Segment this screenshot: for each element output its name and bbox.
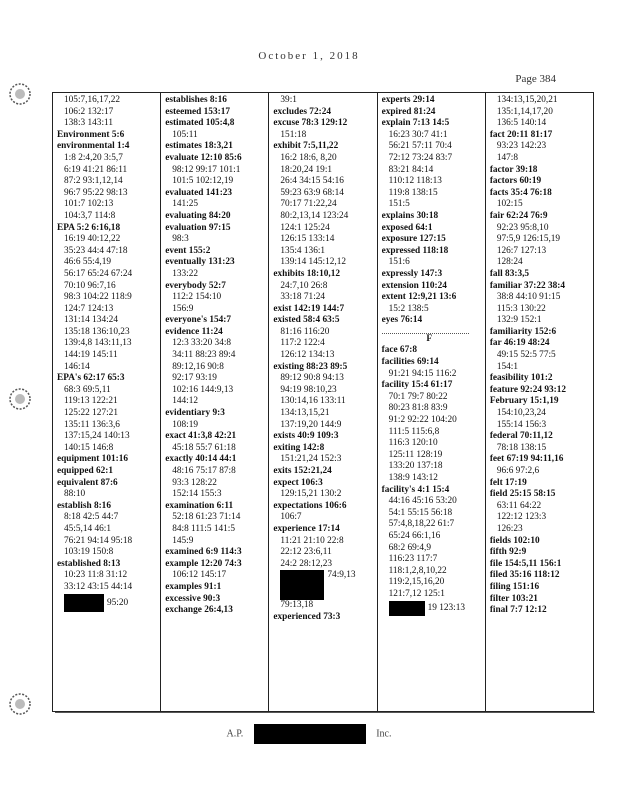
index-term: exposure 127:15 bbox=[381, 234, 446, 245]
index-page-refs: 26:4 34:15 54:16 bbox=[280, 176, 344, 187]
index-term: evaluated 141:23 bbox=[165, 187, 233, 198]
index-page-refs: 93:3 128:22 bbox=[172, 477, 217, 488]
index-term: experience 17:14 bbox=[273, 523, 340, 534]
index-page-refs: 152:14 155:3 bbox=[172, 489, 222, 500]
index-page-refs: 156:9 bbox=[172, 303, 194, 314]
index-page-refs: 56:17 65:24 67:24 bbox=[64, 268, 133, 279]
index-term: familiar 37:22 38:4 bbox=[489, 280, 566, 291]
index-page-refs: 33:18 71:24 bbox=[280, 292, 326, 303]
index-page-refs: 91:2 92:22 104:20 bbox=[388, 415, 457, 426]
index-term: expressly 147:3 bbox=[381, 268, 443, 279]
index-term: examination 6:11 bbox=[165, 500, 234, 511]
index-page-refs: 138:3 143:11 bbox=[64, 118, 113, 129]
index-term: existing 88:23 89:5 bbox=[273, 361, 348, 372]
index-page-refs: 70:17 71:22,24 bbox=[280, 199, 337, 210]
index-page-refs: 97:5,9 126:15,19 bbox=[496, 234, 561, 245]
index-page-refs: 88:10 bbox=[64, 489, 86, 500]
index-page-refs: 96:7 95:22 98:13 bbox=[64, 187, 128, 198]
index-page-refs: 122:12 123:3 bbox=[496, 512, 547, 523]
index-page-refs: 103:19 150:8 bbox=[64, 547, 114, 558]
index-page-refs: 136:5 140:14 bbox=[496, 118, 547, 129]
index-term: federal 70:11,12 bbox=[489, 431, 553, 442]
index-term: felt 17:19 bbox=[489, 477, 527, 488]
index-page-refs: 116:23 117:7 bbox=[388, 554, 438, 565]
index-page-refs: 39:1 bbox=[280, 95, 297, 105]
index-term: existed 58:4 63:5 bbox=[273, 315, 340, 326]
index-page-refs: 102:16 144:9,13 bbox=[172, 384, 234, 395]
index-page-refs: 59:23 63:9 68:14 bbox=[280, 187, 344, 198]
index-page-refs: 84:8 111:5 141:5 bbox=[172, 523, 236, 534]
index-page-refs: 145:9 bbox=[172, 535, 194, 546]
index-page-refs: 137:15,24 140:13 bbox=[64, 431, 130, 442]
index-page-refs: 151:21,24 152:3 bbox=[280, 454, 342, 465]
index-page-refs: 8:18 42:5 44:7 bbox=[64, 512, 119, 523]
index-page-refs: 56:21 57:11 70:4 bbox=[388, 141, 452, 152]
index-page-refs: 144:19 145:11 bbox=[64, 350, 118, 361]
index-page-refs: 48:16 75:17 87:8 bbox=[172, 466, 236, 476]
index-term: EPA's 62:17 65:3 bbox=[57, 373, 125, 384]
index-term: established 8:13 bbox=[57, 558, 121, 569]
index-term: facilities 69:14 bbox=[381, 357, 439, 368]
footer-rule bbox=[55, 712, 595, 713]
index-term: establishes 8:16 bbox=[165, 95, 227, 105]
index-term: exposed 64:1 bbox=[381, 222, 433, 233]
transcript-date-header: October 1, 2018 bbox=[258, 50, 360, 62]
index-page-refs: 6:19 41:21 86:11 bbox=[64, 164, 128, 175]
index-term: expired 81:24 bbox=[381, 106, 436, 117]
index-page-refs: 131:14 134:24 bbox=[64, 315, 118, 326]
index-page-refs: 116:3 120:10 bbox=[388, 438, 438, 449]
index-page-refs: 101:5 102:12,19 bbox=[172, 176, 234, 187]
index-page-refs: 45:18 55:7 61:18 bbox=[172, 442, 236, 453]
index-column bbox=[486, 93, 593, 711]
index-page-refs: 141:25 bbox=[172, 199, 199, 210]
index-page-refs: 126:15 133:14 bbox=[280, 234, 335, 245]
index-page-refs: 11:21 21:10 22:8 bbox=[280, 535, 344, 546]
index-page-refs: 33:12 43:15 44:14 bbox=[64, 581, 133, 592]
index-term: EPA 5:2 6:16,18 bbox=[57, 222, 121, 233]
footer-company-suffix: Inc. bbox=[376, 728, 392, 740]
binder-hole-icon bbox=[6, 690, 34, 718]
index-term: environmental 1:4 bbox=[57, 141, 130, 152]
index-term: feature 92:24 93:12 bbox=[489, 384, 567, 395]
index-page-refs: 133:20 137:18 bbox=[388, 461, 443, 472]
index-term: exact 41:3,8 42:21 bbox=[165, 431, 237, 442]
index-term: evidentiary 9:3 bbox=[165, 408, 225, 419]
index-page-refs: 92:23 95:8,10 bbox=[496, 222, 549, 233]
index-term: facility 15:4 61:17 bbox=[381, 380, 453, 391]
index-term: experts 29:14 bbox=[381, 95, 435, 105]
index-term: expectations 106:6 bbox=[273, 500, 347, 511]
index-page-refs: 76:21 94:14 95:18 bbox=[64, 535, 133, 546]
index-page-refs: 154:1 bbox=[496, 361, 518, 372]
index-term: file 154:5,11 156:1 bbox=[489, 558, 562, 569]
index-page-refs: 137:19,20 144:9 bbox=[280, 419, 342, 430]
index-page-refs: 16:2 18:6, 8,20 bbox=[280, 152, 337, 163]
index-page-refs: 108:19 bbox=[172, 419, 199, 430]
index-term: explain 7:13 14:5 bbox=[381, 118, 450, 129]
index-page-refs bbox=[382, 601, 485, 616]
index-term: evidence 11:24 bbox=[165, 326, 223, 337]
index-page-refs: 151:6 bbox=[388, 257, 410, 268]
index-term: extent 12:9,21 13:6 bbox=[381, 292, 457, 303]
index-page-refs: 118:1,2,8,10,22 bbox=[388, 565, 447, 576]
index-page-refs: 44:16 45:16 53:20 bbox=[388, 496, 457, 507]
index-page-refs: 89:12,16 90:8 bbox=[172, 361, 224, 372]
index-page-refs: 70:10 96:7,16 bbox=[64, 280, 116, 291]
index-page-refs: 129:15,21 130:2 bbox=[280, 489, 342, 500]
index-term: exchange 26:4,13 bbox=[165, 605, 233, 616]
index-page-refs: 111:5 115:6,8 bbox=[388, 426, 440, 437]
index-term: final 7:7 12:12 bbox=[489, 605, 547, 616]
index-page-refs: 10:23 11:8 31:12 bbox=[64, 570, 128, 581]
index-page-refs: 105:7,16,17,22 bbox=[64, 95, 121, 105]
redaction-block bbox=[254, 724, 366, 744]
index-page-refs: 57:4,8,18,22 61:7 bbox=[388, 519, 455, 530]
index-page-refs bbox=[273, 570, 376, 600]
index-page-refs: 124:1 125:24 bbox=[280, 222, 330, 233]
index-term: exhibits 18:10,12 bbox=[273, 268, 341, 279]
index-term: exist 142:19 144:7 bbox=[273, 303, 345, 314]
index-term: equipment 101:16 bbox=[57, 454, 129, 465]
index-page-refs: 126:7 127:13 bbox=[496, 245, 547, 256]
index-term: exiting 142:8 bbox=[273, 442, 325, 453]
index-term: excuse 78:3 129:12 bbox=[273, 118, 348, 129]
index-page-refs: 132:9 152:1 bbox=[496, 315, 542, 326]
index-page-refs: 49:15 52:5 77:5 bbox=[496, 350, 556, 361]
index-page-refs: 133:22 bbox=[172, 268, 199, 279]
index-page-refs: 68:2 69:4,9 bbox=[388, 542, 431, 553]
index-page-refs: 106:12 145:17 bbox=[172, 570, 227, 581]
index-page-refs: 22:12 23:6,11 bbox=[280, 547, 332, 558]
index-page-refs: 34:11 88:23 89:4 bbox=[172, 350, 236, 361]
index-page-refs: 98:3 bbox=[172, 234, 189, 245]
index-page-refs: 104:3,7 114:8 bbox=[64, 210, 116, 221]
index-page-refs: 54:1 55:15 56:18 bbox=[388, 507, 453, 518]
index-page-refs: 135:11 136:3,6 bbox=[64, 419, 120, 430]
index-page-refs: 125:22 127:21 bbox=[64, 408, 118, 419]
index-page-refs: 79:13,18 bbox=[280, 600, 314, 611]
index-page-refs: 12:3 33:20 34:8 bbox=[172, 338, 232, 349]
redaction-block bbox=[64, 594, 104, 612]
index-page-refs: 155:14 156:3 bbox=[496, 419, 547, 430]
index-page-refs: 68:3 69:5,11 bbox=[64, 384, 111, 395]
index-page-refs: 92:17 93:19 bbox=[172, 373, 217, 384]
index-page-refs: 91:21 94:15 116:2 bbox=[388, 368, 457, 379]
index-page-refs: 139:14 145:12,12 bbox=[280, 257, 347, 268]
index-column bbox=[378, 93, 486, 711]
index-term: factors 60:19 bbox=[489, 176, 542, 187]
index-page-refs-text: 19 123:13 bbox=[427, 603, 466, 614]
index-term: eventually 131:23 bbox=[165, 257, 235, 268]
index-page-refs: 98:12 99:17 101:1 bbox=[172, 164, 241, 175]
index-page-refs: 139:4,8 143:11,13 bbox=[64, 338, 132, 349]
index-page-refs: 112:2 154:10 bbox=[172, 292, 222, 303]
index-term: examples 91:1 bbox=[165, 581, 222, 592]
index-page-refs: 135:18 136:10,23 bbox=[64, 326, 130, 337]
binder-hole-icon bbox=[6, 80, 34, 108]
index-term: evaluation 97:15 bbox=[165, 222, 231, 233]
page-number: Page 384 bbox=[515, 73, 556, 85]
index-term: exactly 40:14 44:1 bbox=[165, 454, 237, 465]
index-term: excludes 72:24 bbox=[273, 106, 331, 117]
index-term: examined 6:9 114:3 bbox=[165, 547, 242, 558]
index-page-refs: 38:8 44:10 91:15 bbox=[496, 292, 561, 303]
index-term: eyes 76:14 bbox=[381, 315, 423, 326]
index-term: feasibility 101:2 bbox=[489, 373, 553, 384]
redaction-block bbox=[280, 570, 324, 600]
index-term: fair 62:24 76:9 bbox=[489, 210, 548, 221]
index-term: evaluating 84:20 bbox=[165, 210, 231, 221]
index-page-refs: 135:1,14,17,20 bbox=[496, 106, 553, 117]
index-page-refs: 105:11 bbox=[172, 129, 198, 140]
index-page-refs: 110:12 118:13 bbox=[388, 176, 442, 187]
index-term: factor 39:18 bbox=[489, 164, 538, 175]
index-column bbox=[269, 93, 377, 711]
index-page-refs: 140:15 146:8 bbox=[64, 442, 114, 453]
index-term: filter 103:21 bbox=[489, 593, 538, 604]
index-page-refs: 147:8 bbox=[496, 152, 518, 163]
index-term: exits 152:21,24 bbox=[273, 466, 332, 476]
index-term: exhibit 7:5,11,22 bbox=[273, 141, 339, 152]
index-term: filed 35:16 118:12 bbox=[489, 570, 560, 581]
index-page-refs: 121:7,12 125:1 bbox=[388, 588, 445, 599]
index-page-refs: 102:15 bbox=[496, 199, 523, 210]
index-page-refs: 101:7 102:13 bbox=[64, 199, 114, 210]
index-page-refs: 78:18 138:15 bbox=[496, 442, 547, 453]
index-page-refs: 15:2 138:5 bbox=[388, 303, 429, 314]
index-term: event 155:2 bbox=[165, 245, 211, 256]
index-page-refs: 146:14 bbox=[64, 361, 90, 372]
index-page-refs: 126:23 bbox=[496, 523, 523, 534]
index-page-refs: 119:2,15,16,20 bbox=[388, 577, 445, 588]
index-term: everybody 52:7 bbox=[165, 280, 226, 291]
index-page-refs: 154:10,23,24 bbox=[496, 408, 546, 419]
index-term: facility's 4:1 15:4 bbox=[381, 484, 450, 495]
index-page-refs: 1:8 2:4,20 3:5,7 bbox=[64, 152, 123, 163]
index-page-refs-text: 74:9,13 bbox=[327, 570, 356, 581]
index-term: evaluate 12:10 85:6 bbox=[165, 152, 242, 163]
index-term: estimated 105:4,8 bbox=[165, 118, 235, 129]
index-page-refs: 134:13,15,21 bbox=[280, 408, 330, 419]
index-term: fifth 92:9 bbox=[489, 547, 527, 558]
index-page-refs: 106:7 bbox=[280, 512, 302, 523]
index-page-refs: 80:23 81:8 83:9 bbox=[388, 403, 448, 414]
index-term: familiarity 152:6 bbox=[489, 326, 557, 337]
index-page-refs: 125:11 128:19 bbox=[388, 449, 443, 460]
index-page-refs: 124:7 124:13 bbox=[64, 303, 114, 314]
index-term: expect 106:3 bbox=[273, 477, 323, 488]
index-page-refs: 72:12 73:24 83:7 bbox=[388, 152, 453, 163]
index-page-refs: 87:2 93:1,12,14 bbox=[64, 176, 123, 187]
index-term: example 12:20 74:3 bbox=[165, 558, 242, 569]
index-term: facts 35:4 76:18 bbox=[489, 187, 552, 198]
index-term: fact 20:11 81:17 bbox=[489, 129, 553, 140]
index-page-refs: 35:23 44:4 47:18 bbox=[64, 245, 128, 256]
index-page-refs: 94:19 98:10,23 bbox=[280, 384, 337, 395]
index-page-refs: 65:24 66:1,16 bbox=[388, 530, 441, 541]
index-term: expressed 118:18 bbox=[381, 245, 449, 256]
index-page-refs: 138:9 143:12 bbox=[388, 473, 438, 483]
index-page-refs: 115:3 130:22 bbox=[496, 303, 546, 314]
index-page-refs: 151:5 bbox=[388, 199, 410, 210]
index-term: explains 30:18 bbox=[381, 210, 439, 221]
index-page-refs: 46:6 55:4,19 bbox=[64, 257, 112, 268]
index-page-refs: 128:24 bbox=[496, 257, 523, 268]
index-page-refs bbox=[57, 594, 160, 612]
index-page-refs: 151:18 bbox=[280, 129, 307, 140]
index-page-refs: 81:16 116:20 bbox=[280, 326, 330, 337]
index-term: experienced 73:3 bbox=[273, 611, 341, 622]
index-letter-heading: F bbox=[382, 333, 485, 346]
index-page-refs: 16:23 30:7 41:1 bbox=[388, 129, 448, 140]
index-page-refs: 52:18 61:23 71:14 bbox=[172, 512, 241, 523]
index-term: feet 67:19 94:11,16 bbox=[489, 454, 564, 465]
word-index-table bbox=[52, 92, 594, 712]
index-page-refs: 96:6 97:2,6 bbox=[496, 466, 540, 476]
index-page-refs: 24:7,10 26:8 bbox=[280, 280, 328, 291]
index-page-refs: 119:13 122:21 bbox=[64, 396, 118, 407]
index-term: February 15:1,19 bbox=[489, 396, 559, 407]
index-page-refs: 130:14,16 133:11 bbox=[280, 396, 346, 407]
index-page-refs: 16:19 40:12,22 bbox=[64, 234, 121, 245]
index-term: equipped 62:1 bbox=[57, 466, 114, 476]
index-page-refs: 134:13,15,20,21 bbox=[496, 95, 558, 105]
index-page-refs: 89:12 90:8 94:13 bbox=[280, 373, 344, 384]
redaction-block bbox=[389, 601, 425, 616]
footer bbox=[0, 724, 618, 744]
index-term: estimates 18:3,21 bbox=[165, 141, 233, 152]
index-term: far 46:19 48:24 bbox=[489, 338, 550, 349]
index-page-refs: 24:2 28:12,23 bbox=[280, 558, 333, 569]
index-term: exists 40:9 109:3 bbox=[273, 431, 339, 442]
index-page-refs: 83:21 84:14 bbox=[388, 164, 434, 175]
index-page-refs: 144:12 bbox=[172, 396, 199, 407]
binder-hole-icon bbox=[6, 385, 34, 413]
index-term: fields 102:10 bbox=[489, 535, 540, 546]
index-term: equivalent 87:6 bbox=[57, 477, 118, 488]
index-column bbox=[161, 93, 269, 711]
footer-reporter-initials: A.P. bbox=[226, 728, 244, 740]
index-term: field 25:15 58:15 bbox=[489, 489, 556, 500]
index-term: everyone's 154:7 bbox=[165, 315, 232, 326]
index-page-refs: 117:2 122:4 bbox=[280, 338, 325, 349]
index-page-refs: 18:20,24 19:1 bbox=[280, 164, 333, 175]
index-page-refs: 45:5,14 46:1 bbox=[64, 523, 112, 534]
index-page-refs-text: 95:20 bbox=[107, 597, 129, 608]
index-page-refs: 93:23 142:23 bbox=[496, 141, 547, 152]
index-page-refs: 80:2,13,14 123:24 bbox=[280, 210, 349, 221]
index-page-refs: 63:11 64:22 bbox=[496, 500, 542, 511]
index-term: Environment 5:6 bbox=[57, 129, 125, 140]
index-page-refs: 126:12 134:13 bbox=[280, 350, 335, 361]
index-term: establish 8:16 bbox=[57, 500, 111, 511]
index-page-refs: 98:3 104:22 118:9 bbox=[64, 292, 132, 303]
index-page-refs: 135:4 136:1 bbox=[280, 245, 326, 256]
index-term: fall 83:3,5 bbox=[489, 268, 530, 279]
index-page-refs: 119:8 138:15 bbox=[388, 187, 438, 198]
index-term: extension 110:24 bbox=[381, 280, 447, 291]
index-term: esteemed 153:17 bbox=[165, 106, 230, 117]
index-page-refs: 106:2 132:17 bbox=[64, 106, 114, 117]
index-page-refs: 70:1 79:7 80:22 bbox=[388, 391, 448, 402]
index-term: face 67:8 bbox=[381, 345, 417, 356]
index-term: excessive 90:3 bbox=[165, 593, 221, 604]
index-column bbox=[53, 93, 161, 711]
index-term: filing 151:16 bbox=[489, 581, 540, 592]
